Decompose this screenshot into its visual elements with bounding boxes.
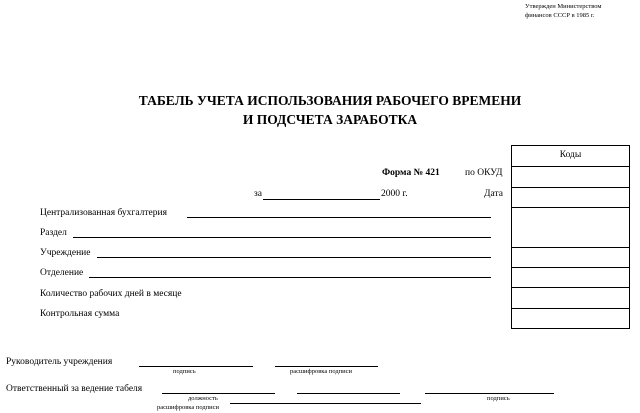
department-field[interactable]	[89, 277, 491, 278]
accounting-section-code-cell[interactable]	[512, 207, 629, 247]
form-number: Форма № 421	[382, 168, 440, 178]
document-title-line-1: ТАБЕЛЬ УЧЕТА ИСПОЛЬЗОВАНИЯ РАБОЧЕГО ВРЕМЕНИ	[138, 93, 522, 108]
responsible-decoding-caption: расшифровка подписи	[157, 404, 220, 411]
codes-table	[511, 145, 630, 329]
checksum-code-cell[interactable]	[512, 308, 629, 328]
date-label: Дата	[484, 189, 503, 199]
head-decoding-caption: расшифровка подписи	[290, 368, 353, 375]
institution-label: Учреждение	[40, 248, 91, 258]
responsible-signature-caption: подпись	[487, 395, 510, 402]
okud-label: по ОКУД	[465, 168, 503, 178]
okud-code-cell[interactable]	[512, 166, 629, 187]
responsible-extra-field[interactable]	[425, 393, 554, 394]
head-signature-field[interactable]	[139, 366, 253, 367]
department-code-cell[interactable]	[512, 267, 629, 287]
responsible-decoding-field[interactable]	[230, 403, 421, 404]
head-signature-caption: подпись	[173, 368, 196, 375]
approval-line-1: Утвержден Министерством	[525, 3, 602, 10]
document-title-line-2: И ПОДСЧЕТА ЗАРАБОТКА	[242, 112, 418, 127]
department-label: Отделение	[40, 268, 84, 278]
accounting-label: Централизованная бухгалтерия	[40, 208, 167, 218]
responsible-position-field[interactable]	[162, 393, 275, 394]
responsible-position-caption: должность	[188, 395, 218, 402]
head-decoding-field[interactable]	[275, 366, 378, 367]
date-code-cell[interactable]	[512, 187, 629, 207]
institution-field[interactable]	[97, 257, 491, 258]
responsible-signature-field[interactable]	[297, 393, 400, 394]
head-label: Руководитель учреждения	[6, 357, 113, 367]
section-label: Раздел	[40, 228, 67, 238]
period-month-field[interactable]	[263, 199, 380, 200]
codes-header: Коды	[559, 150, 582, 160]
working-days-label: Количество рабочих дней в месяце	[40, 289, 182, 299]
institution-code-cell[interactable]	[512, 247, 629, 267]
checksum-label: Контрольная сумма	[40, 309, 120, 319]
accounting-field[interactable]	[187, 217, 491, 218]
working-days-code-cell[interactable]	[512, 287, 629, 308]
period-for-label: за	[254, 189, 262, 199]
period-year-label: 2000 г.	[381, 189, 408, 199]
approval-line-2: финансов СССР в 1985 г.	[525, 12, 595, 19]
approval-note	[525, 2, 601, 20]
responsible-label: Ответственный за ведение табеля	[6, 384, 143, 394]
section-field[interactable]	[73, 237, 491, 238]
